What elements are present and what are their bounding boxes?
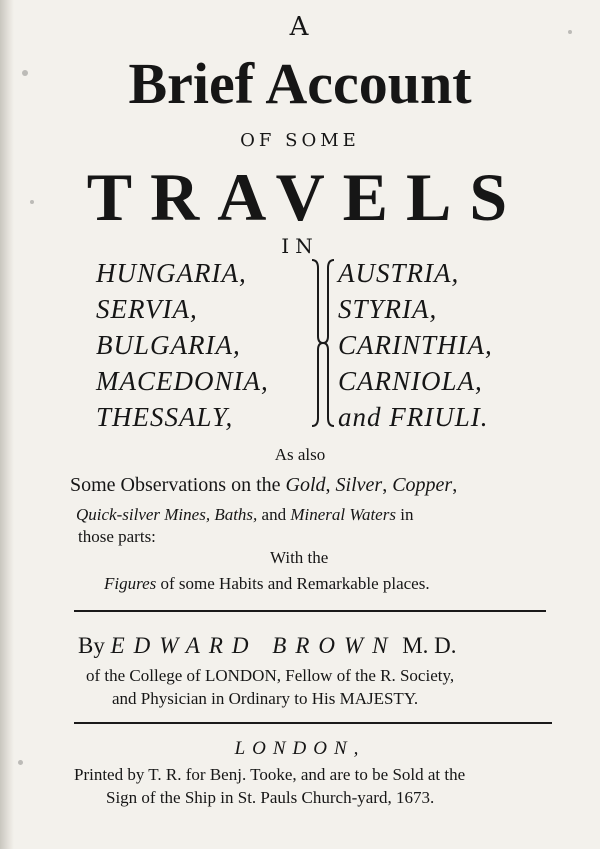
region-item: HUNGARIA, <box>96 258 247 288</box>
title-article: A <box>289 12 311 42</box>
imprint-printer: Printed by T. R. for Benj. Tooke, and are to be Sold at the <box>74 765 466 784</box>
obs-comma: , <box>382 474 393 496</box>
as-also: As also <box>274 445 326 464</box>
figures-rest: of some Habits and Remarkable places. <box>156 574 430 593</box>
and-word: and <box>257 505 291 524</box>
region-item: THESSALY, <box>96 402 234 432</box>
author-physician: and Physician in Ordinary to His MAJESTY. <box>112 689 419 708</box>
imprint-city: LONDON, <box>234 738 366 759</box>
page-edge-shadow <box>0 0 14 849</box>
author-line <box>78 633 457 659</box>
obs-comma: , <box>452 474 458 496</box>
figures-line <box>104 574 430 594</box>
quicksilver-text: Quick-silver Mines, Baths, <box>76 505 258 524</box>
mineral-waters-text: Mineral Waters <box>290 505 396 524</box>
observations-line <box>70 474 457 497</box>
figures-word: Figures <box>104 574 157 593</box>
imprint-sign: Sign of the Ship in St. Pauls Church-yard, 1673. <box>106 788 435 807</box>
region-item: STYRIA, <box>338 294 438 324</box>
title-of-some: OF SOME <box>240 130 360 151</box>
those-parts: those parts: <box>78 527 156 546</box>
author-degree: M. D. <box>396 633 457 658</box>
ink-speck <box>18 760 23 765</box>
in-word: in <box>395 505 414 524</box>
silver-word: Silver <box>335 474 383 496</box>
obs-comma: , <box>325 474 336 496</box>
author-name: EDWARD BROWN <box>110 633 397 658</box>
gold-word: Gold <box>285 474 326 496</box>
title-brief-account: Brief Account <box>128 51 472 116</box>
author-by: By <box>78 633 111 658</box>
title-travels: TRAVELS <box>86 159 526 235</box>
obs-prefix: Some Observations on the <box>70 474 286 496</box>
region-item: AUSTRIA, <box>338 258 460 288</box>
region-item: BULGARIA, <box>96 330 241 360</box>
region-item: SERVIA, <box>96 294 198 324</box>
regions-right-list <box>338 255 493 435</box>
region-item: MACEDONIA, <box>96 366 269 396</box>
with-the: With the <box>270 548 329 567</box>
mines-line <box>76 505 413 525</box>
title-in: IN <box>281 234 319 258</box>
horizontal-rule <box>74 610 546 612</box>
regions-left-list <box>96 255 269 435</box>
horizontal-rule <box>74 722 552 724</box>
author-college: of the College of LONDON, Fellow of the R. Society, <box>86 666 455 685</box>
double-brace-divider <box>308 258 338 428</box>
copper-word: Copper <box>392 474 453 496</box>
region-item: CARINTHIA, <box>338 330 493 360</box>
region-item: and FRIULI. <box>338 402 489 432</box>
region-item: CARNIOLA, <box>338 366 483 396</box>
